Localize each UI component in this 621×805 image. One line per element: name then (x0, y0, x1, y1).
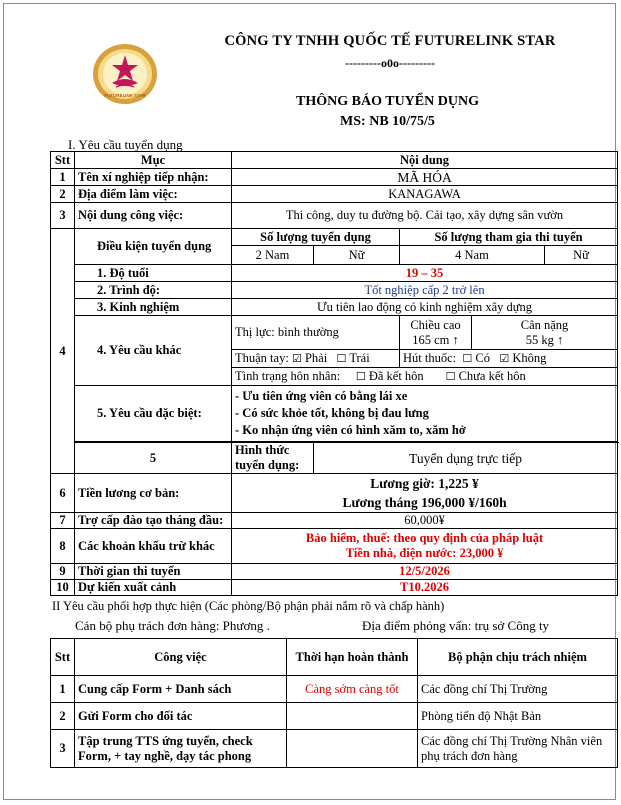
header-separator: ---------o0o--------- (345, 56, 435, 70)
recruit-female: Nữ (314, 246, 400, 265)
company-name: CÔNG TY TNHH QUỐC TẾ FUTURELINK STAR (224, 33, 556, 49)
handedness-label: Thuận tay: (235, 351, 289, 365)
row-value: Tuyển dụng trực tiếp (314, 443, 618, 474)
experience-row (51, 299, 618, 316)
weight-value: 55 kg ↑ (525, 332, 564, 347)
table-row (51, 580, 618, 596)
height-label: Chiều cao (410, 317, 461, 332)
logo-text: FUTURELINK STAR (104, 93, 146, 98)
deductions-value (232, 529, 618, 564)
header-stt: Stt (51, 152, 75, 169)
monthly-salary: Lương tháng 196,000 ¥/160h (342, 495, 507, 510)
smoke-yes-checkbox[interactable]: ☐ (462, 352, 473, 365)
exam-quantity-label: Số lượng tham gia thi tuyển (400, 229, 618, 246)
weight-label: Cân nặng (520, 317, 569, 332)
title-text: THÔNG BÁO TUYỂN DỤNG (296, 94, 479, 109)
married-label: Đã kết hôn (368, 369, 424, 383)
other-requirements-row (51, 316, 618, 350)
row-value: 60,000¥ (232, 513, 618, 529)
section-2-heading: II Yêu cầu phối hợp thực hiện (Các phòng/Bộ phận phải nắm rõ và chấp hành) (52, 599, 445, 613)
recruit-quantity-header-row (51, 229, 618, 246)
row-department: Phòng tiến độ Nhật Bản (418, 703, 618, 730)
age-value: 19 – 35 (232, 265, 618, 282)
coordination-table (50, 638, 618, 768)
table-row (51, 513, 618, 529)
handedness-cell (232, 350, 400, 368)
deduction-item: Bảo hiểm, thuế: theo quy định của pháp luật (305, 531, 544, 545)
hourly-salary: Lương giờ: 1,225 ¥ (370, 476, 479, 491)
married-checkbox[interactable]: ☐ (355, 370, 366, 383)
row-stt: 3 (51, 203, 75, 229)
row-label: Địa điểm làm việc: (75, 186, 232, 203)
row-task: Gửi Form cho đối tác (75, 703, 287, 730)
experience-value: Ưu tiên lao động có kinh nghiệm xây dựng (232, 299, 618, 316)
single-checkbox[interactable]: ☐ (445, 370, 456, 383)
row-department: Các đồng chí Thị Trường Nhân viên phụ trách đơn hàng (418, 730, 618, 768)
education-label: 2. Trình độ: (75, 282, 232, 299)
education-row (51, 282, 618, 299)
row-stt: 5 (75, 443, 232, 474)
row-stt: 2 (51, 186, 75, 203)
table-row (51, 169, 618, 186)
requirements-table (50, 151, 618, 596)
left-hand-label: Trái (349, 351, 370, 365)
height-cell (400, 316, 472, 350)
row-value: 12/5/2026 (232, 564, 618, 580)
header-deadline: Thời hạn hoàn thành (287, 639, 418, 676)
table-row (51, 564, 618, 580)
row-stt: 2 (51, 703, 75, 730)
row-value: MÃ HÓA (232, 169, 618, 186)
row-task: Tập trung TTS ứng tuyển, check Form, + tay nghề, dạy tác phong (75, 730, 287, 768)
table-row (51, 443, 618, 474)
row-department: Các đồng chí Thị Trường (418, 676, 618, 703)
weight-cell (472, 316, 618, 350)
header-department: Bộ phận chịu trách nhiệm (418, 639, 618, 676)
age-row (51, 265, 618, 282)
marital-cell (232, 368, 618, 386)
row-label: Nội dung công việc: (75, 203, 232, 229)
table-row (51, 203, 618, 229)
table-row (51, 529, 618, 564)
single-label: Chưa kết hôn (458, 369, 526, 383)
table-row (51, 474, 618, 513)
header-muc: Mục (75, 152, 232, 169)
special-requirements-label: 5. Yêu cầu đặc biệt: (75, 386, 232, 442)
row-value: KANAGAWA (232, 186, 618, 203)
row-label: Tên xí nghiệp tiếp nhận: (75, 169, 232, 186)
row-stt: 3 (51, 730, 75, 768)
table-header-row (51, 152, 618, 169)
salary-value (232, 474, 618, 513)
vision-value: Thị lực: bình thường (232, 316, 400, 350)
experience-label: 3. Kinh nghiệm (75, 299, 232, 316)
row-stt: 4 (51, 229, 75, 474)
row-label: Các khoản khấu trừ khác (75, 529, 232, 564)
recruit-quantity-label: Số lượng tuyển dụng (232, 229, 400, 246)
smoke-no-checkbox[interactable]: ☑ (499, 352, 510, 365)
row-stt: 6 (51, 474, 75, 513)
special-requirements-value (232, 386, 618, 442)
left-hand-checkbox[interactable]: ☐ (336, 352, 347, 365)
smoking-label: Hút thuốc: (403, 351, 457, 365)
document-code: MS: NB 10/75/5 (340, 114, 435, 129)
right-hand-label: Phải (304, 351, 328, 365)
education-value: Tốt nghiệp cấp 2 trở lên (232, 282, 618, 299)
smoke-yes-label: Có (475, 351, 490, 365)
row-stt: 10 (51, 580, 75, 596)
row-label: Dự kiến xuất cảnh (75, 580, 232, 596)
row-label: Trợ cấp đào tạo tháng đầu: (75, 513, 232, 529)
row-value: T10.2026 (232, 580, 618, 596)
marital-label: Tình trạng hôn nhân: (235, 369, 341, 383)
special-item: - Ko nhận ứng viên có hình xăm to, xăm hở (235, 423, 466, 437)
row-deadline (287, 703, 418, 730)
row-label: Thời gian thi tuyển (75, 564, 232, 580)
exam-male: 4 Nam (400, 246, 545, 265)
company-logo (92, 41, 158, 107)
exam-female: Nữ (545, 246, 618, 265)
right-hand-checkbox[interactable]: ☑ (291, 352, 302, 365)
table-row (51, 730, 618, 768)
row-stt: 1 (51, 169, 75, 186)
order-officer: Cán bộ phụ trách đơn hàng: Phương . (75, 618, 270, 633)
deduction-item: Tiền nhà, điện nước: 23,000 ¥ (345, 546, 504, 560)
age-label: 1. Độ tuổi (75, 265, 232, 282)
smoking-cell (400, 350, 618, 368)
special-item: - Ưu tiên ứng viên có bằng lái xe (235, 389, 408, 403)
row-stt: 8 (51, 529, 75, 564)
row-label: Hình thức tuyển dụng: (232, 443, 314, 474)
conditions-label: Điều kiện tuyển dụng (75, 229, 232, 265)
table-row (51, 186, 618, 203)
recruit-male: 2 Nam (232, 246, 314, 265)
header-noi-dung: Nội dung (232, 152, 618, 169)
section-1-heading: I. Yêu cầu tuyển dụng (68, 137, 183, 152)
row-stt: 9 (51, 564, 75, 580)
header-task: Công việc (75, 639, 287, 676)
smoke-no-label: Không (512, 351, 547, 365)
row-stt: 1 (51, 676, 75, 703)
other-requirements-label: 4. Yêu cầu khác (75, 316, 232, 386)
document-title (260, 92, 515, 132)
special-item: - Có sức khỏe tốt, không bị đau lưng (235, 406, 429, 420)
table-row (51, 703, 618, 730)
row-value: Thi công, duy tu đường bộ. Cải tạo, xây dựng sân vườn (232, 203, 618, 229)
row-task: Cung cấp Form + Danh sách (75, 676, 287, 703)
table-row (51, 676, 618, 703)
row-stt: 7 (51, 513, 75, 529)
special-requirements-row (51, 386, 618, 442)
height-value: 165 cm ↑ (412, 332, 459, 347)
row-deadline (287, 730, 418, 768)
interview-location: Địa điểm phỏng vấn: trụ sở Công ty (362, 618, 550, 633)
header-stt: Stt (51, 639, 75, 676)
row-deadline: Càng sớm càng tốt (287, 676, 418, 703)
table-header-row (51, 639, 618, 676)
row-label: Tiền lương cơ bản: (75, 474, 232, 513)
